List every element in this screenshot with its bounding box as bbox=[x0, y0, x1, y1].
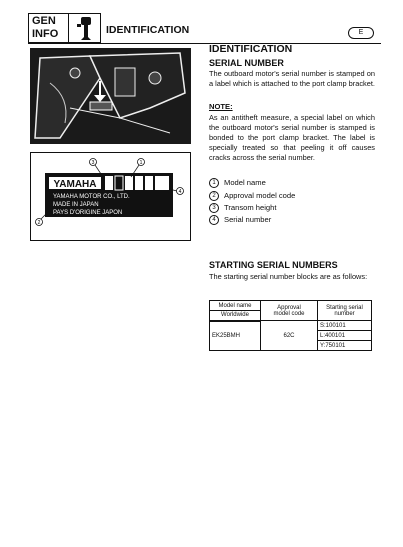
cell-serial: Y:750101 bbox=[318, 341, 372, 351]
serial-number-text: The outboard motor's serial number is stamped on a label which is attached to the port clamp bracket. bbox=[209, 69, 375, 88]
legend-number: 1 bbox=[209, 178, 219, 188]
section-label-line1: GEN bbox=[32, 15, 56, 27]
plate-line2: MADE IN JAPAN bbox=[53, 202, 99, 208]
page-title: IDENTIFICATION bbox=[106, 24, 190, 36]
legend-label: Transom height bbox=[224, 203, 277, 212]
callout-3: 3 bbox=[91, 160, 95, 166]
legend-item bbox=[209, 191, 295, 201]
section-label-line2: INFO bbox=[32, 28, 59, 40]
legend-item bbox=[209, 203, 276, 213]
header-starting-line2: number bbox=[334, 310, 355, 317]
serial-number-table bbox=[209, 300, 372, 351]
legend-label: Model name bbox=[224, 178, 266, 187]
section-badge bbox=[28, 13, 101, 43]
header-starting bbox=[318, 301, 372, 321]
plate-line1: YAMAHA MOTOR CO., LTD. bbox=[53, 194, 130, 200]
header-approval bbox=[261, 301, 318, 321]
note-label: NOTE: bbox=[209, 102, 233, 111]
plate-line3: PAYS D'ORIGINE JAPON bbox=[53, 210, 123, 216]
identification-section bbox=[209, 43, 375, 55]
starting-serial-heading: STARTING SERIAL NUMBERS bbox=[209, 260, 338, 270]
legend-number: 3 bbox=[209, 203, 219, 213]
serial-number-heading: SERIAL NUMBER bbox=[209, 58, 284, 68]
legend-item bbox=[209, 178, 266, 188]
language-badge: E bbox=[348, 27, 374, 39]
header-model: Model name bbox=[210, 301, 261, 311]
section-heading: IDENTIFICATION bbox=[209, 43, 293, 55]
cell-approval-code: 62C bbox=[261, 321, 318, 351]
plate-brand: YAMAHA bbox=[53, 179, 97, 190]
label-plate-figure bbox=[30, 152, 191, 241]
header-worldwide: Worldwide bbox=[210, 311, 261, 321]
header-starting-line1: Starting serial bbox=[326, 304, 363, 311]
section-label bbox=[32, 15, 58, 41]
section-divider bbox=[68, 14, 69, 42]
cell-serial: L:400101 bbox=[318, 331, 372, 341]
cell-model: EK25BMH bbox=[210, 321, 261, 351]
header-approval-line2: model code bbox=[273, 310, 305, 317]
header-approval-line1: Approval bbox=[277, 304, 301, 311]
note-text: As an antitheft measure, a special label on which the outboard motor's serial number is stamped is bonded to the port clamp bracket. The label is specially treated so that peeling it off causes cracks across the serial number. bbox=[209, 113, 375, 162]
cell-serial: S:100101 bbox=[318, 321, 372, 331]
legend-number: 2 bbox=[209, 191, 219, 201]
legend-item bbox=[209, 215, 271, 225]
clamp-bracket-photo bbox=[30, 48, 191, 144]
callout-2: 2 bbox=[37, 220, 41, 226]
legend-label: Approval model code bbox=[224, 191, 296, 200]
outboard-motor-icon bbox=[73, 16, 99, 41]
starting-serial-text: The starting serial number blocks are as follows: bbox=[209, 272, 368, 281]
legend-number: 4 bbox=[209, 215, 219, 225]
callout-4: 4 bbox=[178, 189, 182, 195]
callout-1: 1 bbox=[139, 160, 143, 166]
legend-label: Serial number bbox=[224, 215, 272, 224]
